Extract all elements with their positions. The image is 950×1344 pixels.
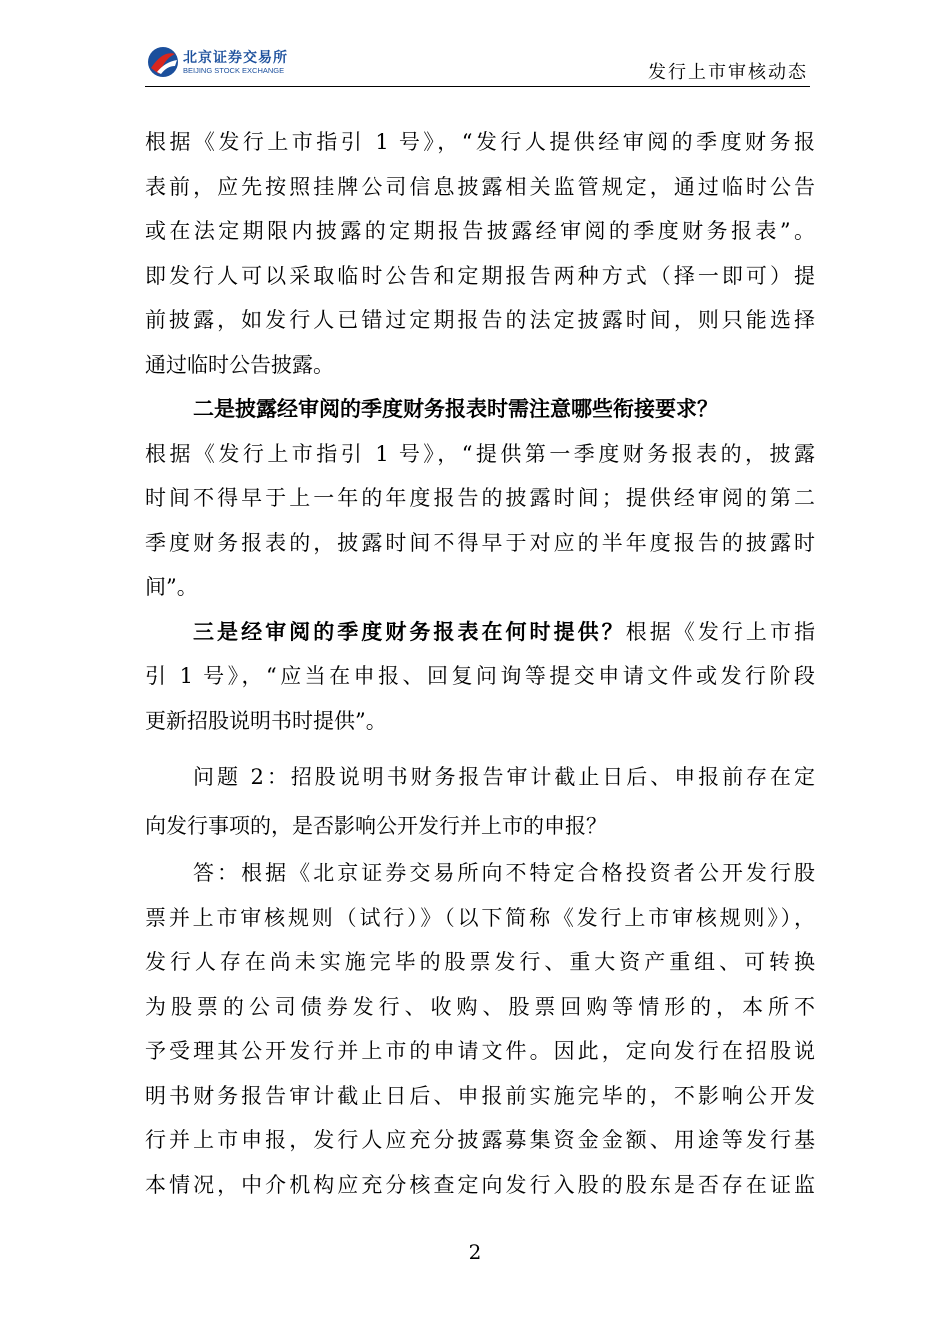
text-line: 答：根据《北京证券交易所向不特定合格投资者公开发行股 bbox=[193, 861, 815, 885]
paragraph-gap bbox=[145, 743, 815, 753]
text-line: 本情况，中介机构应充分核查定向发行入股的股东是否存在证监 bbox=[145, 1172, 815, 1197]
text-line-mixed bbox=[145, 610, 815, 655]
question-2 bbox=[145, 753, 815, 851]
text-line: 即发行人可以采取临时公告和定期报告两种方式（择一即可）提 bbox=[145, 263, 815, 288]
bse-logo bbox=[145, 42, 295, 78]
page-header bbox=[145, 36, 810, 87]
text-line: 通过临时公告披露。 bbox=[145, 352, 334, 377]
logo-chinese-name: 北京证券交易所 bbox=[183, 50, 288, 66]
bold-question-2: 二是披露经审阅的季度财务报表时需注意哪些衔接要求？ bbox=[193, 396, 718, 421]
text-line: 时间不得早于上一年的年度报告的披露时间；提供经审阅的第二 bbox=[145, 486, 815, 510]
text-line: 引 1 号》，“应当在申报、回复问询等提交申请文件或发行阶段 bbox=[145, 664, 815, 688]
text-line: 予受理其公开发行并上市的申请文件。因此，定向发行在招股说 bbox=[145, 1039, 815, 1063]
text-line: 或在法定期限内披露的定期报告披露经审阅的季度财务报表”。 bbox=[145, 219, 815, 243]
text-line: 向发行事项的，是否影响公开发行并上市的申报？ bbox=[145, 814, 607, 838]
answer-2 bbox=[145, 851, 815, 1207]
paragraph-3 bbox=[145, 610, 815, 744]
bold-question-3: 三是经审阅的季度财务报表在何时提供？ bbox=[193, 618, 626, 644]
text-line: 根据《发行上市指引 1 号》，“发行人提供经审阅的季度财务报 bbox=[145, 130, 815, 154]
text-line: 问题 2：招股说明书财务报告审计截止日后、申报前存在定 bbox=[193, 765, 815, 789]
text-line: 为股票的公司债券发行、收购、股票回购等情形的，本所不 bbox=[145, 994, 815, 1019]
text-line: 行并上市申报，发行人应充分披露募集资金金额、用途等发行基 bbox=[145, 1128, 815, 1152]
text-line: 表前，应先按照挂牌公司信息披露相关监管规定，通过临时公告 bbox=[145, 174, 815, 199]
text-line: 票并上市审核规则（试行）》（以下简称《发行上市审核规则》）， bbox=[145, 905, 815, 930]
bse-logo-icon bbox=[145, 44, 181, 80]
page-number: 2 bbox=[468, 1240, 482, 1264]
text-line: 间”。 bbox=[145, 575, 198, 599]
logo-english-name: BEIJING STOCK EXCHANGE bbox=[183, 66, 285, 75]
text-line: 更新招股说明书时提供”。 bbox=[145, 708, 387, 733]
text-tail: 根据《发行上市指 bbox=[625, 619, 815, 644]
text-line: 季度财务报表的，披露时间不得早于对应的半年度报告的披露时 bbox=[145, 530, 815, 555]
header-title: 发行上市审核动态 bbox=[648, 62, 808, 83]
document-body bbox=[145, 120, 815, 1207]
text-line: 前披露，如发行人已错过定期报告的法定披露时间，则只能选择 bbox=[145, 308, 815, 332]
text-line: 根据《发行上市指引 1 号》，“提供第一季度财务报表的，披露 bbox=[145, 441, 815, 466]
paragraph-1 bbox=[145, 120, 815, 387]
text-line: 发行人存在尚未实施完毕的股票发行、重大资产重组、可转换 bbox=[145, 950, 815, 974]
text-line: 明书财务报告审计截止日后、申报前实施完毕的，不影响公开发 bbox=[145, 1083, 815, 1108]
paragraph-2 bbox=[145, 387, 815, 610]
